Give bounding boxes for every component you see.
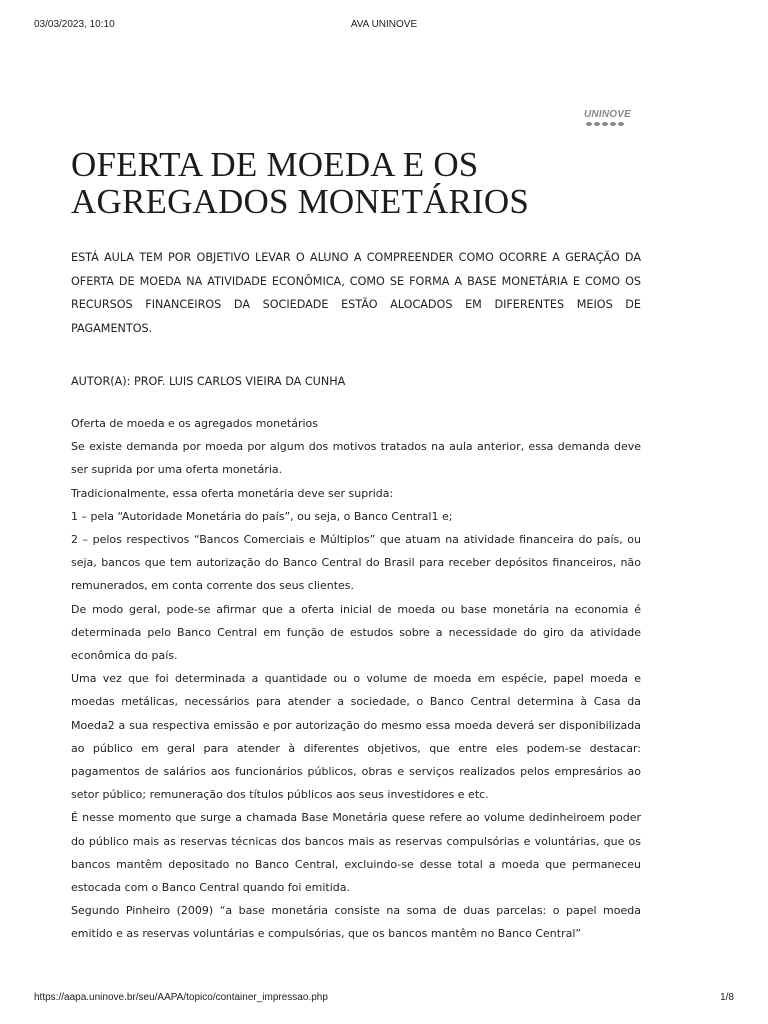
paragraph: Uma vez que foi determinada a quantidade ou o volume de moeda em espécie, papel moeda e moedas metálicas, necessários para atender a sociedade, o Banco Central determina à Casa da Moeda2 a sua respectiva emissão e por autorização do mesmo essa moeda deverá ser disponibilizada ao público em geral para atender à diferentes objetivos, que entre eles podem-se destacar: pagamentos de salários aos funcionários públicos, obras e serviços realizados pelos empresários ao setor público; remuneração dos títulos públicos aos seus investidores e etc. (71, 672, 641, 802)
lesson-content (71, 146, 641, 946)
uninove-logo-icon (584, 109, 636, 129)
print-header (34, 19, 734, 33)
paragraph: Segundo Pinheiro (2009) “a base monetária consiste na soma de duas parcelas: o papel moeda emitido e as reservas voluntárias e compulsórias, que os bancos mantêm no Banco Central” (71, 904, 641, 941)
print-page-title: AVA UNINOVE (350, 19, 418, 30)
logo-dots (586, 122, 636, 126)
print-footer (34, 992, 734, 1006)
lesson-body (71, 412, 641, 946)
page-url: https://aapa.uninove.br/seu/AAPA/topico/container_impressao.php (34, 992, 328, 1003)
paragraph: 1 – pela “Autoridade Monetária do país”, ou seja, o Banco Central1 e; (71, 509, 453, 523)
paragraph: Se existe demanda por moeda por algum dos motivos tratados na aula anterior, essa demanda deve ser suprida por uma oferta monetária. (71, 440, 641, 477)
paragraph: É nesse momento que surge a chamada Base Monetária quese refere ao volume dedinheiroem poder do público mais as reservas técnicas dos bancos mais as reservas compulsórias e voluntárias, que os bancos mantêm depositado no Banco Central, excluindo-se desse total a moeda que permaneceu estocada com o Banco Central quando foi emitida. (71, 811, 641, 895)
page-title: OFERTA DE MOEDA E OS AGREGADOS MONETÁRIOS (71, 145, 530, 221)
paragraph: De modo geral, pode-se afirmar que a oferta inicial de moeda ou base monetária na economia é determinada pelo Banco Central em função de estudos sobre a necessidade do giro da atividade econômica do país. (71, 602, 641, 663)
print-datetime: 03/03/2023, 10:10 (34, 19, 115, 30)
page-number: 1/8 (720, 992, 734, 1003)
lesson-objective: ESTÁ AULA TEM POR OBJETIVO LEVAR O ALUNO A COMPREENDER COMO OCORRE A GERAÇÃO DA OFERTA DE MOEDA NA ATIVIDADE ECONÔMICA, COMO SE FORMA A BASE MONETÁRIA E COMO OS RECURSOS FINANCEIROS DA SOCIEDADE ESTÃO ALOCADOS EM DIFERENTES MEIOS DE PAGAMENTOS. (71, 251, 641, 335)
author-line: AUTOR(A): PROF. LUIS CARLOS VIEIRA DA CUNHA (71, 375, 346, 388)
logo-text: UNINOVE (584, 109, 631, 120)
paragraph: 2 – pelos respectivos “Bancos Comerciais e Múltiplos” que atuam na atividade financeira do país, ou seja, bancos que tem autorização do Banco Central do Brasil para receber depósitos financeiros, não remunerados, em conta corrente dos seus clientes. (71, 533, 641, 593)
paragraph: Tradicionalmente, essa oferta monetária deve ser suprida: (71, 486, 394, 500)
section-heading: Oferta de moeda e os agregados monetários (71, 417, 318, 430)
